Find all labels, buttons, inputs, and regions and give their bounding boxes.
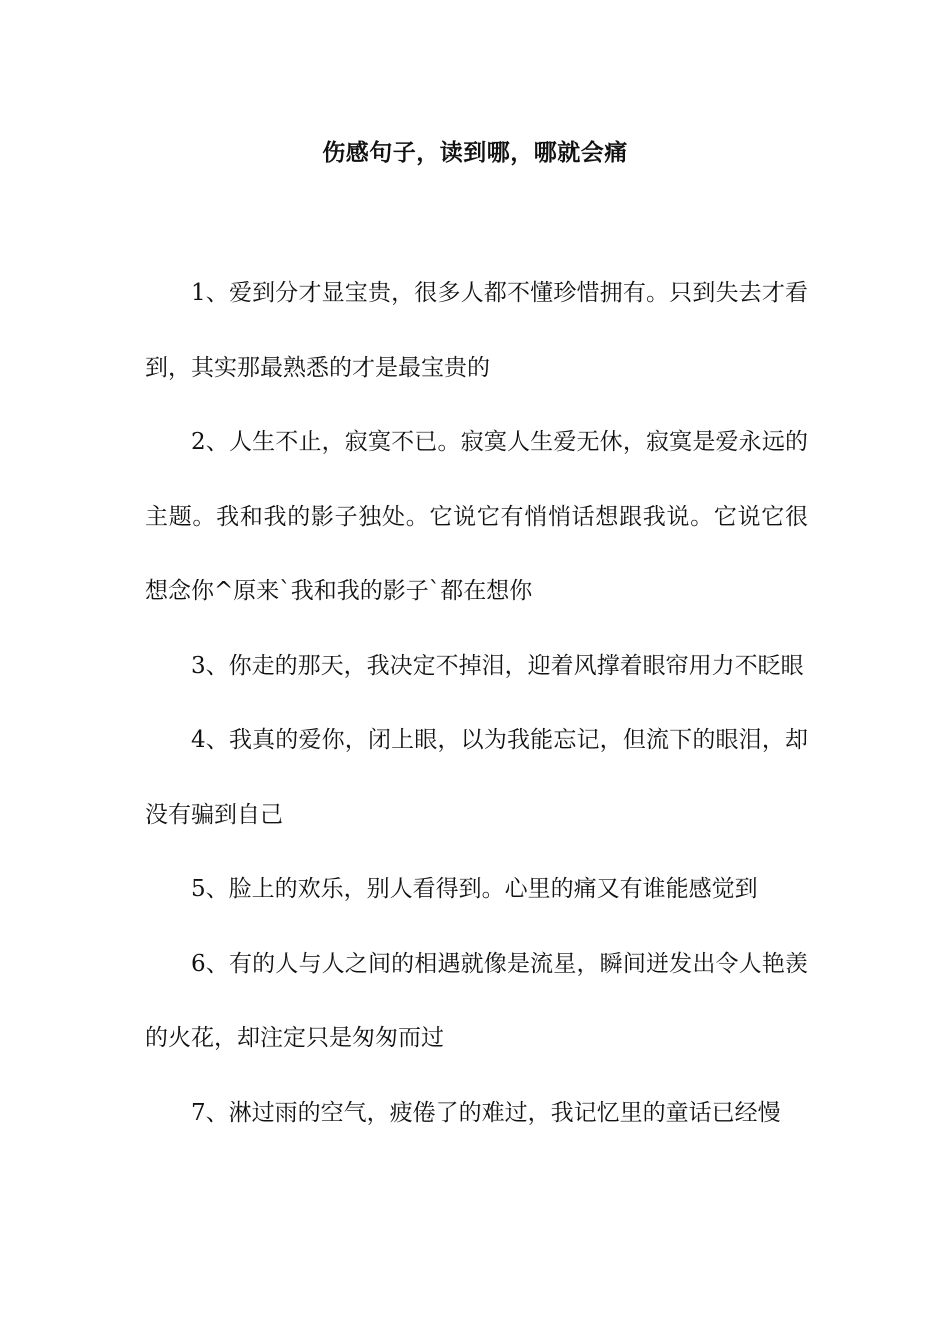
paragraph: 5、脸上的欢乐，别人看得到。心里的痛又有谁能感觉到 <box>191 876 758 902</box>
document-title: 伤感句子，读到哪，哪就会痛 <box>322 140 628 166</box>
paragraph: 6、有的人与人之间的相遇就像是流星，瞬间迸发出令人艳羡的火花，却注定只是匆匆而过 <box>145 950 808 1051</box>
paragraph: 7、淋过雨的空气，疲倦了的难过，我记忆里的童话已经慢 <box>191 1099 781 1126</box>
paragraph: 2、人生不止，寂寞不已。寂寞人生爱无休，寂寞是爱永远的主题。我和我的影子独处。它说它有悄悄话想跟我说。它说它很想念你^原来`我和我的影子`都在想你 <box>145 429 808 604</box>
paragraph: 3、你走的那天，我决定不掉泪，迎着风撑着眼帘用力不眨眼 <box>191 652 804 679</box>
document-body <box>145 256 808 1150</box>
paragraph: 4、我真的爱你，闭上眼，以为我能忘记，但流下的眼泪，却没有骗到自己 <box>145 727 808 828</box>
paragraph: 1、爱到分才显宝贵，很多人都不懂珍惜拥有。只到失去才看到，其实那最熟悉的才是最宝贵的 <box>145 280 808 381</box>
